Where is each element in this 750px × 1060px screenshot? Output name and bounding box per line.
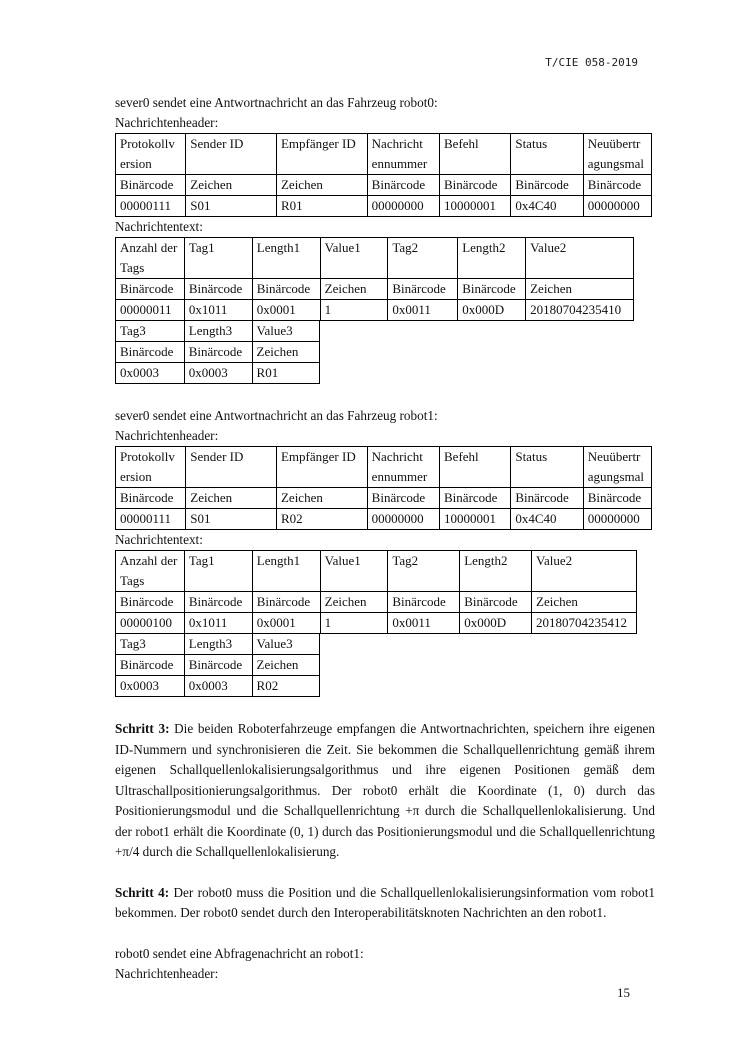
table-row [116, 488, 652, 509]
table-cell: 10000001 [440, 196, 511, 217]
table-cell: Length3 [184, 321, 252, 342]
table-cell: 0x0003 [116, 676, 185, 697]
section-intro: sever0 sendet eine Antwortnachricht an das Fahrzeug robot1: [115, 408, 438, 423]
table-cell: Status [511, 447, 583, 488]
table-cell: Binärcode [116, 592, 185, 613]
table-row [116, 551, 637, 592]
table-cell: 00000000 [583, 196, 651, 217]
table-cell: 0x000D [460, 613, 532, 634]
table-cell: Binärcode [116, 279, 185, 300]
table-cell: Befehl [440, 447, 511, 488]
table-cell: Binärcode [511, 488, 583, 509]
table-cell: 0x0003 [184, 676, 252, 697]
table-cell: Nachricht ennummer [367, 447, 439, 488]
table-cell: Value2 [532, 551, 637, 592]
table-cell: Binärcode [184, 592, 252, 613]
table-cell: Length1 [252, 551, 320, 592]
page-number: 15 [617, 985, 630, 1000]
table-cell: Length2 [458, 238, 526, 279]
spacer [115, 697, 655, 719]
table-cell: 0x0001 [252, 613, 320, 634]
table-cell: Tag1 [184, 551, 252, 592]
table-cell: Binärcode [116, 655, 185, 676]
table-cell: Binärcode [367, 175, 439, 196]
table-cell: S01 [186, 509, 277, 530]
table-row [116, 175, 652, 196]
table-cell: Binärcode [388, 592, 460, 613]
table-cell: Empfänger ID [276, 447, 367, 488]
table-cell: Befehl [440, 134, 511, 175]
table-row [116, 447, 652, 488]
table-cell: R01 [252, 363, 319, 384]
table-cell: R02 [252, 676, 319, 697]
table-cell: Zeichen [526, 279, 634, 300]
closing-intro: robot0 sendet eine Abfragenachricht an robot1: [115, 945, 364, 961]
table-cell: 10000001 [440, 509, 511, 530]
table-row [116, 342, 320, 363]
table-cell: 1 [320, 300, 388, 321]
table-cell: 0x4C40 [511, 509, 583, 530]
table-cell: Value1 [320, 551, 388, 592]
table-cell: 0x0003 [116, 363, 185, 384]
table-cell: Tag3 [116, 321, 185, 342]
table-cell: Binärcode [458, 279, 526, 300]
table-cell: 0x0011 [388, 613, 460, 634]
table-cell: Tag1 [184, 238, 252, 279]
standard-code: T/CIE 058-2019 [545, 56, 638, 69]
table-cell: Binärcode [252, 592, 320, 613]
spacer [115, 863, 655, 883]
table-cell: Value3 [252, 321, 319, 342]
table-row [116, 509, 652, 530]
table-cell: Sender ID [186, 447, 277, 488]
table-cell: Empfänger ID [276, 134, 367, 175]
table-row [116, 300, 634, 321]
table-cell: 00000100 [116, 613, 185, 634]
table-cell: Binärcode [116, 342, 185, 363]
message-header-table [115, 133, 652, 217]
table-cell: Zeichen [276, 488, 367, 509]
table-cell: S01 [186, 196, 277, 217]
table-cell: 0x0001 [252, 300, 320, 321]
message-text-table-continued [115, 320, 320, 384]
spacer [115, 924, 655, 944]
table-row [116, 321, 320, 342]
step-3-paragraph [115, 719, 655, 863]
table-cell: Value1 [320, 238, 388, 279]
table-row [116, 279, 634, 300]
table-row [116, 592, 637, 613]
table-cell: Binärcode [184, 342, 252, 363]
table-cell: Binärcode [116, 175, 186, 196]
table-row [116, 655, 320, 676]
table-cell: Binärcode [116, 488, 186, 509]
table-cell: Tag3 [116, 634, 185, 655]
table-cell: Length1 [252, 238, 320, 279]
table-cell: 0x000D [458, 300, 526, 321]
header-label: Nachrichtenheader: [115, 965, 219, 981]
table-cell: Binärcode [440, 175, 511, 196]
header-label: Nachrichtenheader: [115, 428, 219, 443]
table-cell: Tag2 [388, 238, 458, 279]
table-row [116, 134, 652, 175]
message-text-table-continued [115, 633, 320, 697]
table-cell: Binärcode [388, 279, 458, 300]
table-cell: Zeichen [320, 279, 388, 300]
table-cell: Binärcode [367, 488, 439, 509]
table-cell: Binärcode [252, 279, 320, 300]
table-cell: 20180704235410 [526, 300, 634, 321]
table-row [116, 634, 320, 655]
table-cell: 0x4C40 [511, 196, 583, 217]
header-label: Nachrichtenheader: [115, 115, 219, 130]
table-cell: Binärcode [583, 488, 651, 509]
table-cell: Zeichen [320, 592, 388, 613]
text-label: Nachrichtentext: [115, 532, 203, 547]
table-cell: Status [511, 134, 583, 175]
step-text: Die beiden Roboterfahrzeuge empfangen die Antwortnachrichten, speichern ihre eigenen ID-Nummern und synchronisieren die Zeit. Sie bekommen die Schallquellenrichtung gemäß ihrem eigenen Schallquellenlokalisierungsalgorithmus und ihre eigenen Positionen gemäß dem Ultraschallpositionierungsalgorithmus. Der robot0 erhält die Koordinate (1, 0) durch das Positionierungsmodul und die Schallquellenrichtung +π durch die Schallquellenlokalisierung. Und der robot1 erhält die Koordinate (0, 1) durch das Positionierungsmodul und die Schallquellenrichtung +π/4 durch die Schallquellenlokalisierung. [115, 721, 655, 859]
table-cell: R02 [276, 509, 367, 530]
step-text: Der robot0 muss die Position und die Schallquellenlokalisierungsinformation vom robot1 bekommen. Der robot0 sendet durch den Interoperabilitätsknoten Nachrichten an den robot1. [115, 884, 655, 920]
table-cell: 1 [320, 613, 388, 634]
message-header-table [115, 446, 652, 530]
page-content [115, 93, 655, 984]
table-cell: Protokollv ersion [116, 134, 186, 175]
table-cell: Length3 [184, 634, 252, 655]
table-cell: R01 [276, 196, 367, 217]
table-cell: 00000000 [583, 509, 651, 530]
table-row [116, 363, 320, 384]
table-cell: Zeichen [276, 175, 367, 196]
table-cell: Binärcode [583, 175, 651, 196]
table-cell: 0x0011 [388, 300, 458, 321]
spacer [115, 384, 655, 406]
table-cell: Binärcode [511, 175, 583, 196]
table-cell: 0x1011 [184, 613, 252, 634]
table-row [116, 238, 634, 279]
table-cell: 20180704235412 [532, 613, 637, 634]
table-row [116, 676, 320, 697]
step-label: Schritt 4: [115, 884, 170, 900]
table-cell: Zeichen [252, 655, 319, 676]
table-cell: Nachricht ennummer [367, 134, 439, 175]
table-cell: Zeichen [532, 592, 637, 613]
table-cell: 0x0003 [184, 363, 252, 384]
table-row [116, 196, 652, 217]
step-4-paragraph [115, 883, 655, 924]
step-label: Schritt 3: [115, 721, 170, 736]
table-cell: Length2 [460, 551, 532, 592]
table-cell: 00000000 [367, 196, 439, 217]
table-cell: Binärcode [440, 488, 511, 509]
table-cell: Tag2 [388, 551, 460, 592]
table-cell: Binärcode [184, 279, 252, 300]
message-text-table [115, 550, 637, 634]
text-label: Nachrichtentext: [115, 219, 203, 234]
section-intro: sever0 sendet eine Antwortnachricht an das Fahrzeug robot0: [115, 95, 438, 110]
table-cell: Anzahl der Tags [116, 551, 185, 592]
table-cell: Value2 [526, 238, 634, 279]
table-cell: Zeichen [186, 175, 277, 196]
table-cell: Sender ID [186, 134, 277, 175]
table-cell: 00000011 [116, 300, 185, 321]
table-cell: Value3 [252, 634, 319, 655]
table-cell: Zeichen [186, 488, 277, 509]
table-cell: 0x1011 [184, 300, 252, 321]
table-cell: Neuübertr agungsmal [583, 134, 651, 175]
table-row [116, 613, 637, 634]
table-cell: Protokollv ersion [116, 447, 186, 488]
table-cell: 00000111 [116, 196, 186, 217]
table-cell: Zeichen [252, 342, 319, 363]
table-cell: Binärcode [460, 592, 532, 613]
table-cell: Binärcode [184, 655, 252, 676]
table-cell: Anzahl der Tags [116, 238, 185, 279]
table-cell: 00000000 [367, 509, 439, 530]
table-cell: Neuübertr agungsmal [583, 447, 651, 488]
message-text-table [115, 237, 634, 321]
table-cell: 00000111 [116, 509, 186, 530]
